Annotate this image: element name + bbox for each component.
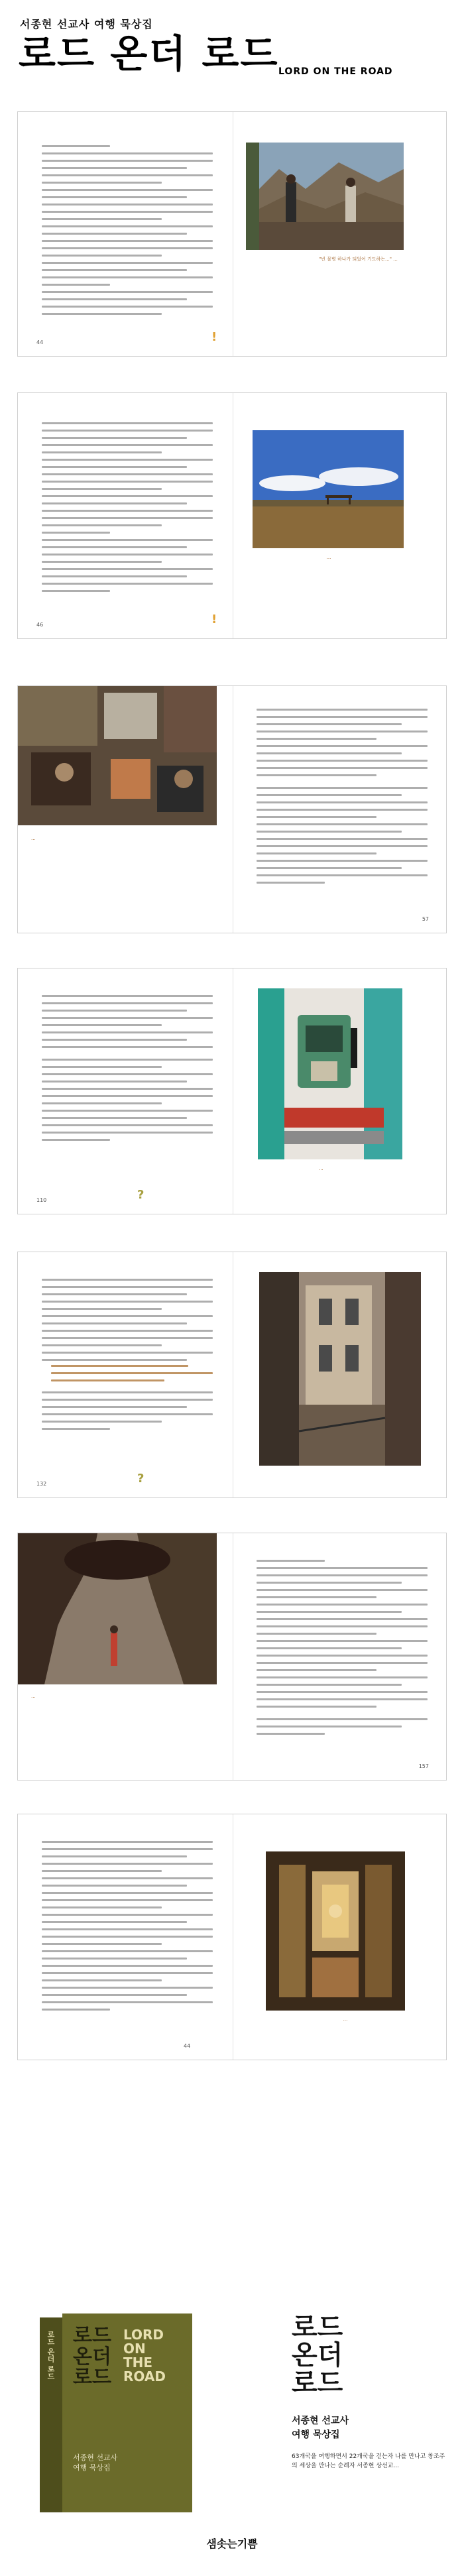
photo-caption: ... [31, 836, 36, 841]
old-building-photo [259, 1272, 421, 1466]
body-text [42, 422, 213, 597]
cover-title: 로드 온더 로드 [292, 2312, 343, 2398]
page-number: 132 [36, 1481, 47, 1487]
exclamation-icon: ! [211, 330, 217, 344]
body-text [42, 145, 213, 320]
spread-4-left-page [18, 968, 233, 1214]
book-subtitle: 서종현 선교사 여행 묵상집 [20, 18, 153, 30]
payphone-photo [258, 988, 402, 1159]
photo-caption: ... [31, 1694, 36, 1699]
page-number: 110 [36, 1197, 47, 1203]
market-street-photo [18, 686, 217, 825]
spread-2-right-page [233, 393, 447, 638]
spread-5-left-page [18, 1252, 233, 1497]
spread-1-right-page [233, 112, 447, 356]
spread-7-left-page [18, 1814, 233, 2060]
body-text [42, 1279, 213, 1366]
temple-interior-photo [266, 1851, 405, 2011]
book-spread-1 [17, 111, 447, 357]
photo-caption: "빈 물병 하나가 되었어 기도하는..." ... [319, 257, 398, 262]
landscape-bench-photo [253, 430, 404, 548]
body-text [42, 995, 213, 1146]
photo-caption: ... [326, 555, 331, 560]
book-cover-section [0, 2294, 464, 2576]
book-front-cover [62, 2313, 192, 2512]
spread-1-left-page [18, 112, 233, 356]
question-mark-icon: ? [137, 1472, 145, 1486]
publisher-logo [199, 2539, 265, 2565]
page-number: 57 [422, 916, 429, 922]
book-spread-3 [17, 685, 447, 933]
page-header [0, 0, 464, 86]
spread-5-right-page [233, 1252, 447, 1497]
book-spread-5 [17, 1252, 447, 1498]
page-number: 157 [418, 1763, 429, 1769]
spread-7-right-page [233, 1814, 447, 2060]
spread-3-left-page [18, 686, 233, 933]
cover-blurb: 63개국을 여행하면서 22개국을 걷는자 나를 만나고 창조주의 세상을 만나는 순례자 서종현 상선교... [292, 2453, 445, 2469]
body-text [42, 1841, 213, 2016]
book-3d-mockup [40, 2313, 192, 2512]
body-text [257, 709, 428, 889]
spine-title: 로드 온더 로드 [46, 2331, 55, 2380]
photo-caption: ... [319, 1166, 323, 1171]
mountain-travelers-photo [246, 143, 404, 250]
spread-2-left-page [18, 393, 233, 638]
book-spread-6 [17, 1533, 447, 1781]
book-spread-4 [17, 968, 447, 1214]
spread-3-right-page [233, 686, 447, 933]
front-cover-english-title: LORD ON THE ROAD [123, 2327, 166, 2384]
spread-6-left-page [18, 1533, 233, 1780]
spread-6-right-page [233, 1533, 447, 1780]
rock-arch-photo [18, 1533, 217, 1684]
body-text [257, 1560, 428, 1740]
book-spine [40, 2317, 62, 2512]
photo-caption: ... [343, 2017, 348, 2022]
cover-subtitle: 서종현 선교사 여행 묵상집 [292, 2416, 349, 2440]
book-spread-7 [17, 1814, 447, 2060]
page-number: 46 [36, 622, 44, 628]
book-title: 로드 온더 로드 [19, 31, 279, 76]
publisher-name: 샘솟는기쁨 [206, 2538, 258, 2550]
question-mark-icon: ? [137, 1188, 145, 1202]
page-number: 44 [184, 2043, 191, 2049]
front-cover-author: 서종현 선교사 여행 묵상집 [73, 2453, 118, 2473]
highlighted-quote [51, 1365, 213, 1387]
book-english-title: LORD ON THE ROAD [278, 66, 393, 77]
spread-4-right-page [233, 968, 447, 1214]
book-spread-2 [17, 392, 447, 639]
front-cover-title: 로드 온더 로드 [73, 2324, 111, 2389]
exclamation-icon: ! [211, 613, 217, 626]
body-text [42, 1391, 213, 1435]
page-number: 44 [36, 339, 44, 345]
